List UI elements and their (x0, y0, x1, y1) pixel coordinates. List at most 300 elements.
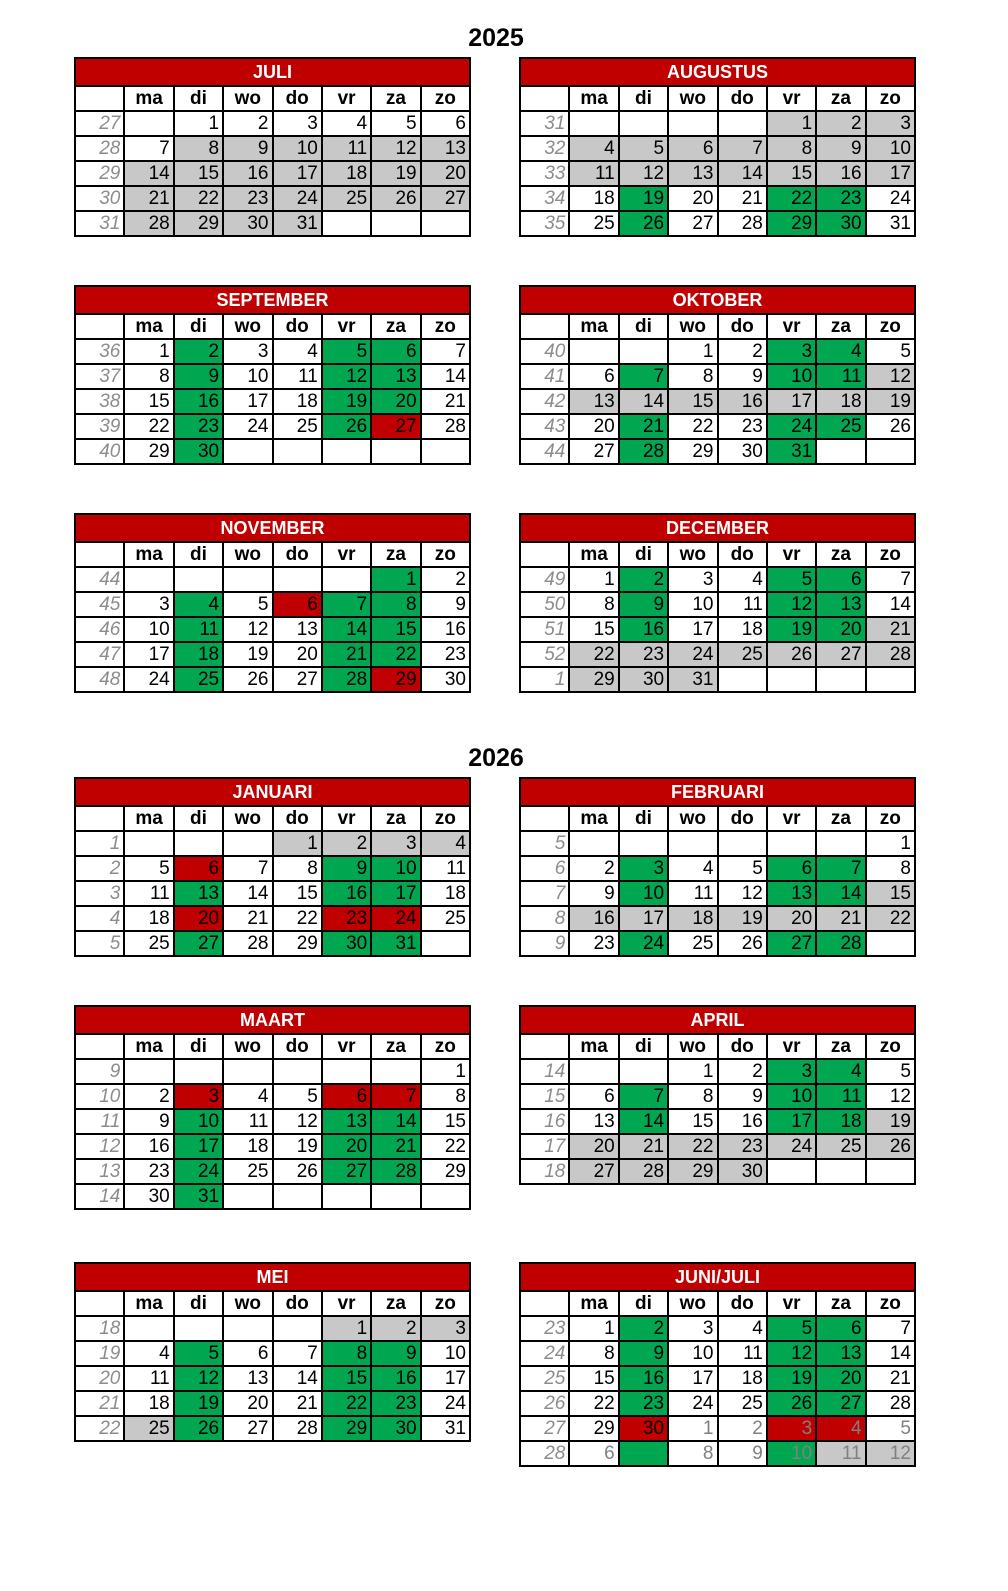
month-calendar (74, 285, 471, 465)
day-cell (223, 1059, 272, 1084)
day-cell (273, 439, 322, 464)
day-cell (322, 1059, 371, 1084)
day-cell: 14 (866, 1341, 915, 1366)
day-cell: 1 (569, 567, 618, 592)
day-names-row (75, 86, 470, 111)
month-name: JANUARI (75, 778, 470, 806)
day-cell: 22 (322, 1391, 371, 1416)
month-header-row (520, 286, 915, 314)
day-cell: 25 (569, 211, 618, 236)
week-number-header (75, 314, 124, 339)
day-name: za (371, 86, 420, 111)
day-cell: 15 (569, 617, 618, 642)
day-name: do (273, 1291, 322, 1316)
month-calendar (74, 1262, 471, 1442)
day-cell: 4 (718, 567, 767, 592)
day-cell: 9 (421, 592, 470, 617)
day-cell: 8 (668, 1084, 717, 1109)
day-cell: 17 (668, 617, 717, 642)
week-row (75, 161, 470, 186)
day-cell: 10 (273, 136, 322, 161)
day-cell (273, 567, 322, 592)
day-cell: 4 (223, 1084, 272, 1109)
day-name: di (174, 86, 223, 111)
month-table (74, 57, 471, 237)
week-number: 23 (520, 1316, 569, 1341)
week-number-header (520, 1034, 569, 1059)
day-cell (124, 1059, 173, 1084)
day-cell: 27 (668, 211, 717, 236)
day-cell: 17 (866, 161, 915, 186)
day-cell: 7 (322, 592, 371, 617)
week-number: 52 (520, 642, 569, 667)
day-cell (569, 1059, 618, 1084)
day-cell: 28 (322, 667, 371, 692)
day-cell: 27 (767, 931, 816, 956)
day-cell: 11 (124, 881, 173, 906)
day-cell (223, 831, 272, 856)
day-cell: 26 (273, 1159, 322, 1184)
day-cell: 16 (569, 906, 618, 931)
day-cell: 18 (668, 906, 717, 931)
day-cell: 13 (767, 881, 816, 906)
day-cell: 14 (619, 389, 668, 414)
day-cell (421, 211, 470, 236)
day-cell: 3 (767, 1416, 816, 1441)
day-cell: 28 (619, 1159, 668, 1184)
day-name: za (371, 806, 420, 831)
day-cell: 2 (816, 111, 865, 136)
week-number: 40 (520, 339, 569, 364)
day-cell: 28 (421, 414, 470, 439)
week-number: 9 (520, 931, 569, 956)
day-cell: 23 (371, 1391, 420, 1416)
day-cell: 9 (816, 136, 865, 161)
day-cell: 18 (816, 389, 865, 414)
day-cell: 16 (619, 617, 668, 642)
day-cell: 10 (619, 881, 668, 906)
month-table (519, 285, 916, 465)
week-row (520, 1341, 915, 1366)
day-cell: 8 (124, 364, 173, 389)
day-cell: 27 (816, 1391, 865, 1416)
day-cell: 26 (619, 211, 668, 236)
day-cell: 19 (273, 1134, 322, 1159)
day-cell: 11 (223, 1109, 272, 1134)
day-cell: 9 (371, 1341, 420, 1366)
day-name: do (273, 806, 322, 831)
day-name: wo (223, 542, 272, 567)
day-cell (223, 1184, 272, 1209)
day-name: za (371, 1034, 420, 1059)
year-title-2026: 2026 (468, 744, 524, 772)
day-cell: 11 (322, 136, 371, 161)
day-cell: 9 (718, 1084, 767, 1109)
day-cell: 31 (273, 211, 322, 236)
week-row (75, 339, 470, 364)
week-number: 5 (520, 831, 569, 856)
day-cell: 12 (174, 1366, 223, 1391)
week-number: 13 (75, 1159, 124, 1184)
day-name: wo (668, 542, 717, 567)
day-cell: 26 (866, 414, 915, 439)
day-cell: 18 (124, 906, 173, 931)
day-cell: 3 (619, 856, 668, 881)
day-cell (371, 1184, 420, 1209)
day-cell (124, 831, 173, 856)
week-row (75, 1134, 470, 1159)
day-name: vr (322, 806, 371, 831)
day-cell: 1 (124, 339, 173, 364)
day-names-row (520, 1034, 915, 1059)
day-cell: 1 (174, 111, 223, 136)
day-cell (619, 1441, 668, 1466)
day-name: vr (767, 1034, 816, 1059)
day-name: di (619, 1291, 668, 1316)
day-name: vr (767, 806, 816, 831)
week-number: 22 (75, 1416, 124, 1441)
month-name: FEBRUARI (520, 778, 915, 806)
day-names-row (75, 1034, 470, 1059)
day-cell: 25 (421, 906, 470, 931)
day-cell: 5 (174, 1341, 223, 1366)
month-calendar (74, 777, 471, 957)
day-cell: 29 (322, 1416, 371, 1441)
day-name: zo (866, 86, 915, 111)
day-name: vr (322, 542, 371, 567)
day-cell: 28 (718, 211, 767, 236)
day-cell: 2 (718, 1416, 767, 1441)
day-cell: 30 (619, 667, 668, 692)
day-cell: 21 (322, 642, 371, 667)
day-cell: 26 (718, 931, 767, 956)
day-name: do (273, 542, 322, 567)
month-calendar (519, 285, 916, 465)
day-cell: 4 (816, 339, 865, 364)
month-table (519, 1005, 916, 1185)
day-cell (569, 111, 618, 136)
day-cell (371, 211, 420, 236)
day-cell: 25 (124, 1416, 173, 1441)
day-cell: 11 (124, 1366, 173, 1391)
week-number: 42 (520, 389, 569, 414)
week-number: 51 (520, 617, 569, 642)
day-name: do (718, 314, 767, 339)
week-row (520, 1441, 915, 1466)
day-cell: 27 (569, 439, 618, 464)
day-cell: 9 (619, 592, 668, 617)
day-name: za (371, 1291, 420, 1316)
day-cell: 22 (569, 1391, 618, 1416)
day-cell: 6 (322, 1084, 371, 1109)
day-cell: 2 (718, 1059, 767, 1084)
day-name: vr (767, 542, 816, 567)
day-cell: 23 (124, 1159, 173, 1184)
day-cell: 4 (816, 1416, 865, 1441)
day-cell: 30 (223, 211, 272, 236)
day-cell: 17 (124, 642, 173, 667)
day-name: vr (322, 86, 371, 111)
day-cell: 2 (421, 567, 470, 592)
day-name: ma (124, 806, 173, 831)
week-row (75, 642, 470, 667)
month-table (74, 1005, 471, 1210)
day-cell: 30 (371, 1416, 420, 1441)
day-cell: 26 (322, 414, 371, 439)
day-cell: 23 (174, 414, 223, 439)
week-number: 9 (75, 1059, 124, 1084)
day-cell: 1 (668, 1416, 717, 1441)
month-table (519, 57, 916, 237)
day-cell: 4 (273, 339, 322, 364)
day-cell: 17 (767, 389, 816, 414)
day-cell: 26 (767, 1391, 816, 1416)
day-cell: 8 (767, 136, 816, 161)
day-name: do (718, 542, 767, 567)
day-cell: 21 (816, 906, 865, 931)
day-cell: 19 (718, 906, 767, 931)
day-cell: 6 (569, 364, 618, 389)
day-cell: 21 (223, 906, 272, 931)
day-name: di (174, 1034, 223, 1059)
day-cell (866, 1159, 915, 1184)
day-cell: 25 (668, 931, 717, 956)
month-name: JULI (75, 58, 470, 86)
day-cell: 11 (718, 1341, 767, 1366)
day-name: do (273, 86, 322, 111)
day-cell: 24 (866, 186, 915, 211)
day-cell: 4 (322, 111, 371, 136)
day-cell: 3 (421, 1316, 470, 1341)
day-cell: 14 (866, 592, 915, 617)
month-name: OKTOBER (520, 286, 915, 314)
day-cell: 28 (619, 439, 668, 464)
week-number: 47 (75, 642, 124, 667)
day-cell: 22 (421, 1134, 470, 1159)
week-number: 27 (75, 111, 124, 136)
day-cell: 22 (124, 414, 173, 439)
week-number: 27 (520, 1416, 569, 1441)
month-name: NOVEMBER (75, 514, 470, 542)
day-cell: 31 (371, 931, 420, 956)
day-cell: 10 (174, 1109, 223, 1134)
day-cell: 10 (421, 1341, 470, 1366)
day-cell: 15 (569, 1366, 618, 1391)
day-name: zo (421, 1291, 470, 1316)
day-cell: 12 (866, 364, 915, 389)
day-cell: 12 (371, 136, 420, 161)
day-cell: 2 (619, 1316, 668, 1341)
day-name: zo (421, 1034, 470, 1059)
week-number: 20 (75, 1366, 124, 1391)
day-cell: 25 (816, 1134, 865, 1159)
day-cell: 11 (718, 592, 767, 617)
day-cell (767, 831, 816, 856)
day-cell: 28 (866, 1391, 915, 1416)
day-cell: 17 (619, 906, 668, 931)
day-cell (124, 1316, 173, 1341)
day-cell: 13 (816, 592, 865, 617)
day-name: wo (223, 86, 272, 111)
day-name: za (371, 314, 420, 339)
month-table (519, 1262, 916, 1467)
day-cell (371, 1059, 420, 1084)
month-header-row (75, 58, 470, 86)
week-row (520, 906, 915, 931)
week-row (75, 186, 470, 211)
week-row (520, 881, 915, 906)
day-names-row (75, 314, 470, 339)
day-cell: 12 (619, 161, 668, 186)
day-cell: 29 (174, 211, 223, 236)
day-cell: 5 (223, 592, 272, 617)
week-number: 26 (520, 1391, 569, 1416)
day-cell: 30 (718, 439, 767, 464)
day-cell: 3 (223, 339, 272, 364)
day-cell: 21 (421, 389, 470, 414)
day-cell (223, 1316, 272, 1341)
week-number: 40 (75, 439, 124, 464)
week-number: 2 (75, 856, 124, 881)
day-name: di (174, 806, 223, 831)
day-cell: 29 (371, 667, 420, 692)
day-cell: 3 (124, 592, 173, 617)
week-row (520, 1109, 915, 1134)
day-cell: 14 (371, 1109, 420, 1134)
day-name: do (718, 86, 767, 111)
day-cell: 24 (767, 414, 816, 439)
day-cell: 21 (866, 617, 915, 642)
day-cell: 17 (668, 1366, 717, 1391)
day-cell: 9 (174, 364, 223, 389)
week-number: 31 (520, 111, 569, 136)
day-cell: 23 (619, 1391, 668, 1416)
day-name: ma (124, 1291, 173, 1316)
day-name: za (816, 1291, 865, 1316)
day-name: za (816, 1034, 865, 1059)
day-cell: 20 (223, 1391, 272, 1416)
day-cell: 12 (718, 881, 767, 906)
day-cell: 23 (619, 642, 668, 667)
day-cell: 14 (619, 1109, 668, 1134)
day-cell: 23 (569, 931, 618, 956)
day-cell: 18 (124, 1391, 173, 1416)
day-cell: 13 (668, 161, 717, 186)
day-cell (816, 1159, 865, 1184)
day-cell: 30 (816, 211, 865, 236)
week-row (520, 1134, 915, 1159)
week-row (75, 881, 470, 906)
day-cell: 8 (668, 364, 717, 389)
day-cell: 31 (668, 667, 717, 692)
day-cell: 20 (569, 1134, 618, 1159)
day-cell: 18 (816, 1109, 865, 1134)
week-number-header (520, 806, 569, 831)
day-cell: 20 (668, 186, 717, 211)
week-row (75, 831, 470, 856)
day-cell: 19 (174, 1391, 223, 1416)
day-cell: 18 (223, 1134, 272, 1159)
day-cell: 10 (767, 1084, 816, 1109)
week-number: 1 (520, 667, 569, 692)
day-cell: 8 (371, 592, 420, 617)
day-cell: 28 (223, 931, 272, 956)
day-cell: 25 (124, 931, 173, 956)
day-name: za (816, 806, 865, 831)
day-cell: 8 (668, 1441, 717, 1466)
day-cell: 1 (421, 1059, 470, 1084)
day-cell: 24 (619, 931, 668, 956)
day-cell: 1 (371, 567, 420, 592)
week-row (520, 931, 915, 956)
year-title-2025: 2025 (468, 24, 524, 52)
week-row (520, 211, 915, 236)
day-cell: 24 (668, 1391, 717, 1416)
day-cell (569, 339, 618, 364)
month-calendar (74, 1005, 471, 1210)
day-names-row (75, 806, 470, 831)
day-cell: 10 (668, 1341, 717, 1366)
week-number: 29 (75, 161, 124, 186)
day-cell: 3 (273, 111, 322, 136)
month-table (74, 513, 471, 693)
week-row (520, 414, 915, 439)
week-number: 44 (75, 567, 124, 592)
week-number-header (75, 1034, 124, 1059)
day-cell: 9 (569, 881, 618, 906)
week-number: 50 (520, 592, 569, 617)
day-cell: 6 (816, 1316, 865, 1341)
week-number: 12 (75, 1134, 124, 1159)
day-cell: 13 (174, 881, 223, 906)
day-cell: 11 (569, 161, 618, 186)
day-cell: 9 (322, 856, 371, 881)
day-name: vr (322, 1034, 371, 1059)
day-cell: 30 (174, 439, 223, 464)
day-cell: 1 (668, 339, 717, 364)
day-name: wo (668, 86, 717, 111)
day-name: zo (866, 1291, 915, 1316)
day-cell: 5 (866, 1416, 915, 1441)
day-cell: 4 (816, 1059, 865, 1084)
day-cell: 22 (174, 186, 223, 211)
month-name: SEPTEMBER (75, 286, 470, 314)
day-cell: 22 (569, 642, 618, 667)
day-cell: 25 (718, 642, 767, 667)
day-cell: 15 (322, 1366, 371, 1391)
day-cell: 19 (767, 617, 816, 642)
day-cell: 4 (124, 1341, 173, 1366)
day-cell: 14 (421, 364, 470, 389)
day-name: wo (223, 806, 272, 831)
week-row (520, 1391, 915, 1416)
day-cell: 9 (718, 1441, 767, 1466)
day-cell: 14 (124, 161, 173, 186)
day-cell: 28 (371, 1159, 420, 1184)
day-cell: 16 (718, 389, 767, 414)
week-row (75, 667, 470, 692)
day-cell: 26 (866, 1134, 915, 1159)
day-cell (322, 1184, 371, 1209)
week-row (520, 1366, 915, 1391)
week-number: 25 (520, 1366, 569, 1391)
day-name: di (619, 542, 668, 567)
day-name: zo (421, 86, 470, 111)
day-cell: 14 (223, 881, 272, 906)
day-cell (124, 111, 173, 136)
month-header-row (520, 1263, 915, 1291)
month-table (519, 513, 916, 693)
